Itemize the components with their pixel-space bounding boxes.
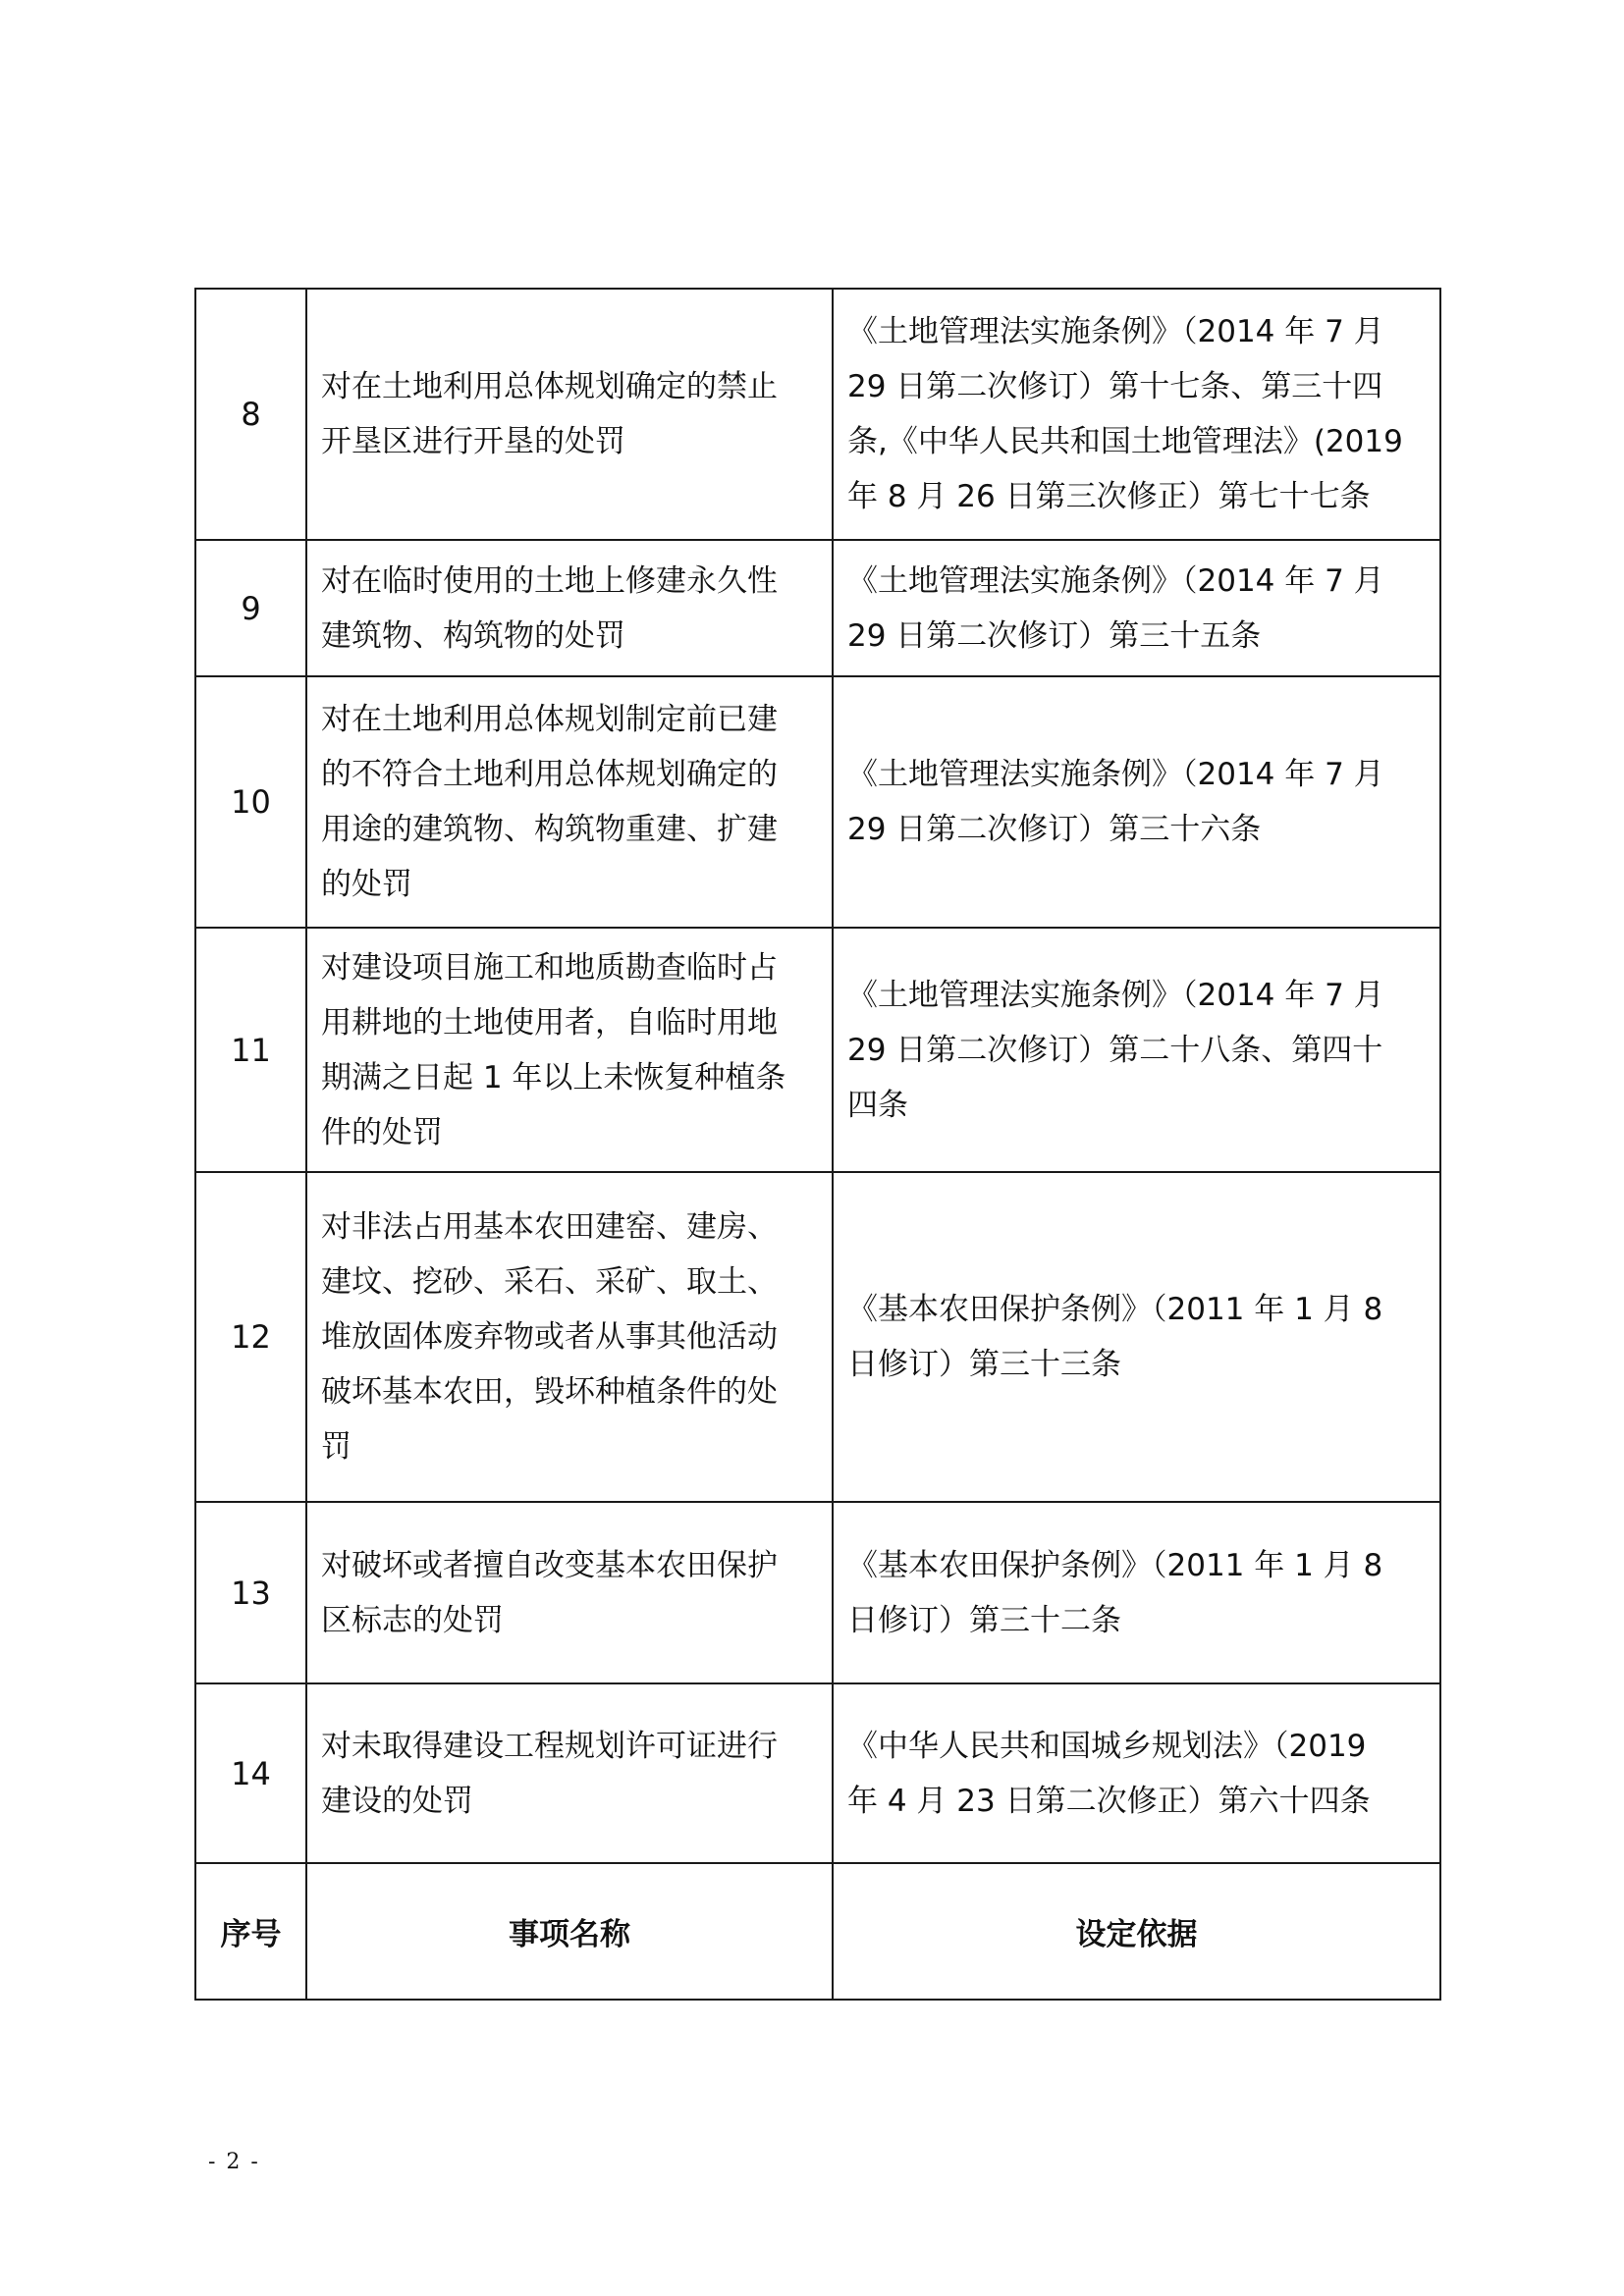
table-row: [195, 1172, 1440, 1502]
item-name-cell: [306, 1502, 833, 1683]
header-serial-number: 序号: [195, 1863, 306, 2000]
item-name-line: 区标志的处罚: [321, 1602, 504, 1638]
serial-number-cell: 12: [195, 1172, 306, 1502]
item-name-line: 的处罚: [321, 867, 412, 902]
legal-basis-line: 《土地管理法实施条例》（2014 年 7 月: [847, 562, 1384, 599]
legal-basis-line: 年 4 月 23 日第二次修正）第六十四条: [847, 1783, 1371, 1819]
legal-basis-cell: [833, 540, 1440, 676]
header-item-name: 事项名称: [306, 1863, 833, 2000]
item-name-cell: [306, 676, 833, 928]
legal-basis-line: 《中华人民共和国城乡规划法》（2019: [847, 1728, 1367, 1764]
legal-basis-cell: [833, 676, 1440, 928]
item-name-line: 罚: [321, 1429, 352, 1465]
legal-basis-line: 《基本农田保护条例》（2011 年 1 月 8: [847, 1547, 1383, 1583]
legal-basis-line: 《土地管理法实施条例》（2014 年 7 月: [847, 757, 1384, 792]
item-name-line: 用途的建筑物、构筑物重建、扩建: [321, 812, 778, 847]
serial-number-cell: 13: [195, 1502, 306, 1683]
legal-basis-line: 《基本农田保护条例》（2011 年 1 月 8: [847, 1292, 1383, 1327]
table-row: [195, 928, 1440, 1172]
serial-number-cell: 10: [195, 676, 306, 928]
item-name-line: 堆放固体废弃物或者从事其他活动: [321, 1319, 778, 1355]
item-name-line: 对在土地利用总体规划确定的禁止: [321, 369, 778, 404]
penalty-items-table: [194, 288, 1441, 2001]
item-name-line: 破坏基本农田，毁坏种植条件的处: [321, 1374, 778, 1410]
legal-basis-line: 《土地管理法实施条例》（2014 年 7 月: [847, 977, 1384, 1013]
legal-basis-cell: [833, 1683, 1440, 1863]
legal-basis-line: 29 日第二次修订）第二十八条、第四十: [847, 1032, 1383, 1068]
legal-basis-cell: [833, 289, 1440, 540]
legal-basis-line: 日修订）第三十二条: [847, 1602, 1121, 1638]
legal-basis-line: 29 日第二次修订）第三十五条: [847, 617, 1262, 654]
legal-basis-cell: [833, 1172, 1440, 1502]
serial-number-cell: 11: [195, 928, 306, 1172]
table-row: [195, 676, 1440, 928]
item-name-line: 对建设项目施工和地质勘查临时占: [321, 949, 778, 986]
serial-number-cell: 8: [195, 289, 306, 540]
item-name-line: 用耕地的土地使用者，自临时用地: [321, 1004, 778, 1041]
table-row: [195, 540, 1440, 676]
header-legal-basis: 设定依据: [833, 1863, 1440, 2000]
legal-basis-cell: [833, 928, 1440, 1172]
item-name-line: 建筑物、构筑物的处罚: [321, 617, 625, 654]
item-name-cell: [306, 540, 833, 676]
serial-number-cell: 14: [195, 1683, 306, 1863]
item-name-cell: [306, 928, 833, 1172]
item-name-cell: [306, 1683, 833, 1863]
legal-basis-line: 条,《中华人民共和国土地管理法》(2019: [847, 424, 1403, 459]
table-row: [195, 1502, 1440, 1683]
item-name-line: 对破坏或者擅自改变基本农田保护: [321, 1547, 778, 1583]
item-name-line: 对未取得建设工程规划许可证进行: [321, 1728, 778, 1764]
item-name-cell: [306, 1172, 833, 1502]
item-name-line: 对在土地利用总体规划制定前已建: [321, 702, 778, 737]
item-name-line: 对非法占用基本农田建窑、建房、: [321, 1209, 778, 1245]
legal-basis-line: 29 日第二次修订）第十七条、第三十四: [847, 369, 1383, 404]
table-header-row: [195, 1863, 1440, 2000]
legal-basis-line: 四条: [847, 1087, 908, 1123]
serial-number-cell: 9: [195, 540, 306, 676]
item-name-line: 对在临时使用的土地上修建永久性: [321, 562, 778, 599]
item-name-line: 的不符合土地利用总体规划确定的: [321, 757, 778, 792]
table-row: [195, 289, 1440, 540]
item-name-line: 建设的处罚: [321, 1783, 473, 1819]
legal-basis-line: 29 日第二次修订）第三十六条: [847, 812, 1262, 847]
item-name-line: 期满之日起 1 年以上未恢复种植条: [321, 1059, 786, 1095]
page-number: - 2 -: [208, 2150, 260, 2174]
item-name-line: 建坟、挖砂、采石、采矿、取土、: [321, 1264, 778, 1300]
legal-basis-line: 《土地管理法实施条例》（2014 年 7 月: [847, 314, 1384, 349]
table-row: [195, 1683, 1440, 1863]
table-body: [195, 289, 1440, 1863]
item-name-cell: [306, 289, 833, 540]
item-name-line: 开垦区进行开垦的处罚: [321, 424, 625, 459]
legal-basis-line: 年 8 月 26 日第三次修正）第七十七条: [847, 479, 1371, 514]
legal-basis-cell: [833, 1502, 1440, 1683]
item-name-line: 件的处罚: [321, 1114, 443, 1150]
legal-basis-line: 日修订）第三十三条: [847, 1347, 1121, 1382]
